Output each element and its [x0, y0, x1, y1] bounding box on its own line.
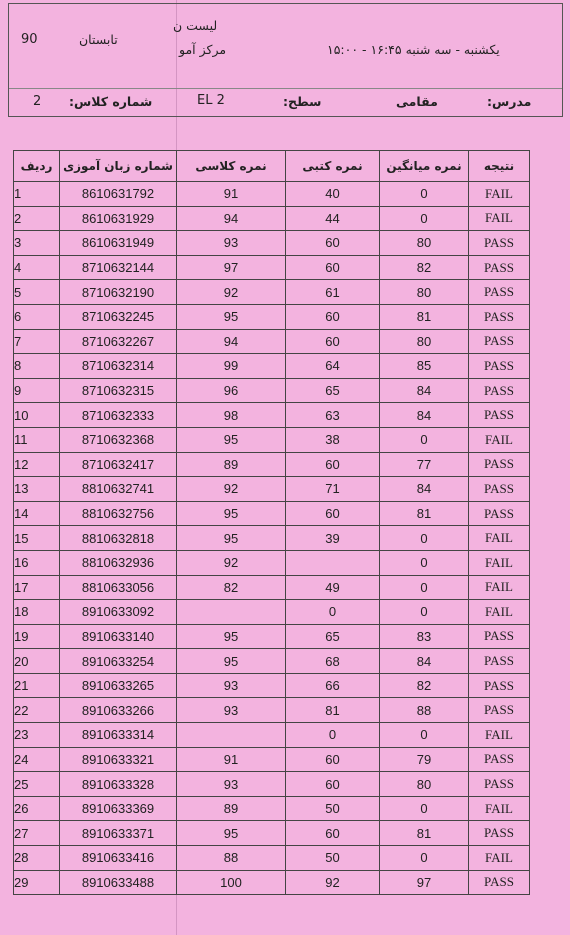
student-id-cell: 8710632368: [60, 427, 177, 452]
row-number-cell: 27: [14, 821, 60, 846]
average-score-cell: 82: [380, 255, 469, 280]
student-id-cell: 8710632417: [60, 452, 177, 477]
result-cell: PASS: [469, 354, 530, 379]
row-number-cell: 14: [14, 501, 60, 526]
season: تابستان: [79, 32, 118, 47]
average-score-cell: 97: [380, 870, 469, 895]
result-cell: PASS: [469, 698, 530, 723]
class-score-cell: [177, 723, 286, 748]
average-score-cell: 84: [380, 403, 469, 428]
class-score-cell: 92: [177, 477, 286, 502]
student-id-cell: 8710632144: [60, 255, 177, 280]
class-score-cell: 95: [177, 427, 286, 452]
student-id-cell: 8910633266: [60, 698, 177, 723]
average-score-cell: 0: [380, 796, 469, 821]
table-row: [14, 772, 530, 797]
written-score-cell: 61: [286, 280, 380, 305]
result-cell: FAIL: [469, 427, 530, 452]
class-score-cell: 89: [177, 452, 286, 477]
written-score-cell: 40: [286, 182, 380, 207]
student-id-cell: 8710632245: [60, 304, 177, 329]
student-id-cell: 8810632756: [60, 501, 177, 526]
center-name: مرکز آمو: [179, 42, 227, 57]
result-cell: FAIL: [469, 846, 530, 871]
table-row: [14, 280, 530, 305]
written-score-cell: 64: [286, 354, 380, 379]
table-row: [14, 870, 530, 895]
table-row: [14, 846, 530, 871]
result-cell: PASS: [469, 231, 530, 256]
row-number-cell: 19: [14, 624, 60, 649]
table-row: [14, 427, 530, 452]
written-score-cell: 60: [286, 821, 380, 846]
written-score-cell: 65: [286, 624, 380, 649]
student-id-cell: 8710632267: [60, 329, 177, 354]
header-box: [8, 3, 563, 117]
class-score-cell: 93: [177, 673, 286, 698]
class-score-cell: [177, 600, 286, 625]
student-id-cell: 8810632741: [60, 477, 177, 502]
student-id-cell: 8710632315: [60, 378, 177, 403]
table-row: [14, 255, 530, 280]
result-cell: PASS: [469, 649, 530, 674]
schedule: یکشنبه - سه شنبه ۱۶:۴۵ - ۱۵:۰۰: [327, 42, 500, 57]
class-number: 2: [33, 94, 42, 109]
row-number-cell: 20: [14, 649, 60, 674]
written-score-cell: 50: [286, 796, 380, 821]
average-score-cell: 84: [380, 649, 469, 674]
class-score-cell: 93: [177, 231, 286, 256]
result-cell: PASS: [469, 624, 530, 649]
level-value: EL 2: [197, 93, 225, 108]
table-row: [14, 182, 530, 207]
student-id-cell: 8810632936: [60, 550, 177, 575]
table-row: [14, 747, 530, 772]
result-cell: PASS: [469, 452, 530, 477]
average-score-cell: 0: [380, 206, 469, 231]
written-score-cell: 66: [286, 673, 380, 698]
student-id-cell: 8710632333: [60, 403, 177, 428]
table-row: [14, 649, 530, 674]
average-score-cell: 0: [380, 575, 469, 600]
class-score-cell: 93: [177, 772, 286, 797]
teacher-name: مقامی: [396, 94, 438, 109]
table-row: [14, 452, 530, 477]
student-id-cell: 8910633488: [60, 870, 177, 895]
result-cell: FAIL: [469, 723, 530, 748]
table-row: [14, 231, 530, 256]
student-id-cell: 8610631949: [60, 231, 177, 256]
row-number-cell: 26: [14, 796, 60, 821]
row-number-cell: 15: [14, 526, 60, 551]
class-score-cell: 88: [177, 846, 286, 871]
class-score-cell: 89: [177, 796, 286, 821]
row-number-cell: 29: [14, 870, 60, 895]
table-row: [14, 206, 530, 231]
result-cell: PASS: [469, 304, 530, 329]
table-row: [14, 796, 530, 821]
row-number-cell: 28: [14, 846, 60, 871]
row-number-cell: 17: [14, 575, 60, 600]
student-id-cell: 8910633321: [60, 747, 177, 772]
average-score-cell: 81: [380, 501, 469, 526]
average-score-cell: 79: [380, 747, 469, 772]
row-number-cell: 4: [14, 255, 60, 280]
result-cell: PASS: [469, 329, 530, 354]
written-score-cell: 50: [286, 846, 380, 871]
row-number-cell: 11: [14, 427, 60, 452]
row-number-cell: 10: [14, 403, 60, 428]
student-id-cell: 8610631792: [60, 182, 177, 207]
row-number-cell: 1: [14, 182, 60, 207]
class-score-cell: 98: [177, 403, 286, 428]
result-cell: PASS: [469, 378, 530, 403]
class-score-cell: 94: [177, 329, 286, 354]
row-number-cell: 3: [14, 231, 60, 256]
class-score-cell: 100: [177, 870, 286, 895]
average-score-cell: 77: [380, 452, 469, 477]
written-score-cell: 81: [286, 698, 380, 723]
result-cell: PASS: [469, 821, 530, 846]
table-row: [14, 698, 530, 723]
row-number-cell: 5: [14, 280, 60, 305]
grades-table: [13, 150, 530, 895]
class-score-cell: 94: [177, 206, 286, 231]
row-number-cell: 22: [14, 698, 60, 723]
student-id-cell: 8710632314: [60, 354, 177, 379]
table-row: [14, 673, 530, 698]
average-score-cell: 0: [380, 427, 469, 452]
class-score-cell: 82: [177, 575, 286, 600]
result-cell: PASS: [469, 501, 530, 526]
table-row: [14, 354, 530, 379]
row-number-cell: 12: [14, 452, 60, 477]
average-score-cell: 81: [380, 304, 469, 329]
table-row: [14, 575, 530, 600]
table-row: [14, 403, 530, 428]
average-score-cell: 80: [380, 772, 469, 797]
class-score-cell: 96: [177, 378, 286, 403]
row-number-cell: 21: [14, 673, 60, 698]
class-score-cell: 91: [177, 182, 286, 207]
average-score-cell: 84: [380, 477, 469, 502]
table-row: [14, 723, 530, 748]
class-score-cell: 95: [177, 304, 286, 329]
average-score-cell: 80: [380, 280, 469, 305]
result-cell: FAIL: [469, 550, 530, 575]
row-number-cell: 13: [14, 477, 60, 502]
student-id-cell: 8610631929: [60, 206, 177, 231]
average-score-cell: 0: [380, 846, 469, 871]
average-score-cell: 88: [380, 698, 469, 723]
average-score-cell: 81: [380, 821, 469, 846]
row-number-cell: 8: [14, 354, 60, 379]
average-score-cell: 85: [380, 354, 469, 379]
written-score-cell: 60: [286, 501, 380, 526]
written-score-cell: 60: [286, 231, 380, 256]
written-score-cell: 60: [286, 772, 380, 797]
average-score-cell: 84: [380, 378, 469, 403]
student-id-cell: 8910633254: [60, 649, 177, 674]
student-id-cell: 8910633314: [60, 723, 177, 748]
header-divider: [9, 88, 562, 89]
class-number-label: شماره کلاس:: [69, 94, 153, 109]
class-score-cell: 91: [177, 747, 286, 772]
table-row: [14, 821, 530, 846]
result-cell: FAIL: [469, 575, 530, 600]
student-id-cell: 8910633265: [60, 673, 177, 698]
written-score-cell: 60: [286, 329, 380, 354]
student-id-cell: 8810632818: [60, 526, 177, 551]
result-cell: FAIL: [469, 526, 530, 551]
level-label: سطح:: [283, 94, 322, 109]
written-score-cell: 63: [286, 403, 380, 428]
class-score-cell: 97: [177, 255, 286, 280]
average-score-cell: 0: [380, 600, 469, 625]
row-number-cell: 25: [14, 772, 60, 797]
row-number-cell: 2: [14, 206, 60, 231]
table-row: [14, 624, 530, 649]
result-cell: PASS: [469, 477, 530, 502]
written-score-cell: 68: [286, 649, 380, 674]
student-id-cell: 8710632190: [60, 280, 177, 305]
class-score-cell: 99: [177, 354, 286, 379]
class-score-cell: 95: [177, 821, 286, 846]
page-title: لیست ن: [173, 18, 218, 33]
written-score-cell: 0: [286, 600, 380, 625]
row-number-cell: 16: [14, 550, 60, 575]
class-score-cell: 95: [177, 501, 286, 526]
written-score-cell: 92: [286, 870, 380, 895]
average-score-cell: 0: [380, 550, 469, 575]
average-score-cell: 80: [380, 231, 469, 256]
average-score-cell: 0: [380, 182, 469, 207]
class-score-cell: 92: [177, 280, 286, 305]
table-row: [14, 526, 530, 551]
written-score-cell: 60: [286, 255, 380, 280]
teacher-label: مدرس:: [487, 94, 532, 109]
col-header-row-number: ردیف: [14, 151, 60, 182]
class-score-cell: 95: [177, 624, 286, 649]
col-header-written-score: نمره کتبی: [286, 151, 380, 182]
table-row: [14, 600, 530, 625]
result-cell: PASS: [469, 870, 530, 895]
student-id-cell: 8910633092: [60, 600, 177, 625]
result-cell: PASS: [469, 255, 530, 280]
result-cell: PASS: [469, 747, 530, 772]
average-score-cell: 83: [380, 624, 469, 649]
table-row: [14, 378, 530, 403]
row-number-cell: 18: [14, 600, 60, 625]
row-number-cell: 6: [14, 304, 60, 329]
col-header-student-id: شماره زبان آموزی: [60, 151, 177, 182]
student-id-cell: 8910633416: [60, 846, 177, 871]
col-header-average-score: نمره میانگین: [380, 151, 469, 182]
written-score-cell: 65: [286, 378, 380, 403]
table-header-row: [14, 151, 530, 182]
class-score-cell: 92: [177, 550, 286, 575]
table-row: [14, 550, 530, 575]
result-cell: FAIL: [469, 206, 530, 231]
average-score-cell: 82: [380, 673, 469, 698]
student-id-cell: 8910633371: [60, 821, 177, 846]
row-number-cell: 7: [14, 329, 60, 354]
result-cell: FAIL: [469, 796, 530, 821]
written-score-cell: 60: [286, 747, 380, 772]
result-cell: PASS: [469, 673, 530, 698]
average-score-cell: 0: [380, 526, 469, 551]
written-score-cell: 38: [286, 427, 380, 452]
student-id-cell: 8910633369: [60, 796, 177, 821]
row-number-cell: 24: [14, 747, 60, 772]
row-number-cell: 23: [14, 723, 60, 748]
class-score-cell: 93: [177, 698, 286, 723]
written-score-cell: 0: [286, 723, 380, 748]
written-score-cell: 39: [286, 526, 380, 551]
average-score-cell: 80: [380, 329, 469, 354]
result-cell: FAIL: [469, 182, 530, 207]
written-score-cell: 60: [286, 452, 380, 477]
average-score-cell: 0: [380, 723, 469, 748]
written-score-cell: [286, 550, 380, 575]
written-score-cell: 71: [286, 477, 380, 502]
student-id-cell: 8910633328: [60, 772, 177, 797]
written-score-cell: 49: [286, 575, 380, 600]
table-row: [14, 501, 530, 526]
result-cell: PASS: [469, 772, 530, 797]
table-row: [14, 304, 530, 329]
result-cell: FAIL: [469, 600, 530, 625]
class-score-cell: 95: [177, 649, 286, 674]
written-score-cell: 44: [286, 206, 380, 231]
class-score-cell: 95: [177, 526, 286, 551]
result-cell: PASS: [469, 280, 530, 305]
col-header-result: نتیجه: [469, 151, 530, 182]
result-cell: PASS: [469, 403, 530, 428]
row-number-cell: 9: [14, 378, 60, 403]
table-row: [14, 477, 530, 502]
year: 90: [21, 32, 38, 47]
col-header-class-score: نمره کلاسی: [177, 151, 286, 182]
student-id-cell: 8910633140: [60, 624, 177, 649]
student-id-cell: 8810633056: [60, 575, 177, 600]
table-row: [14, 329, 530, 354]
written-score-cell: 60: [286, 304, 380, 329]
